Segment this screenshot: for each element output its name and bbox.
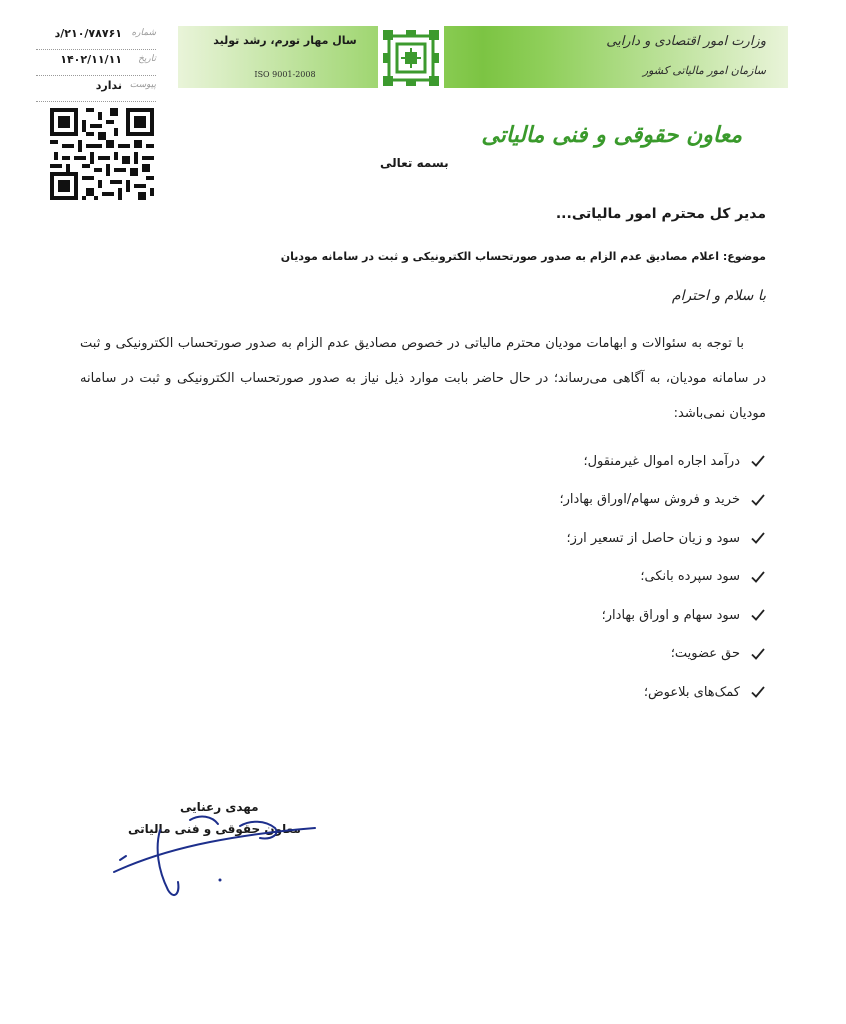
date-value: ۱۴۰۲/۱۱/۱۱	[60, 53, 122, 66]
list-item	[366, 673, 766, 712]
greeting: با سلام و احترام	[671, 288, 766, 304]
check-icon	[750, 530, 766, 546]
letterhead-band	[178, 26, 788, 88]
organization-emblem-icon	[378, 26, 444, 90]
list-item-text: کمک‌های بلاعوض؛	[643, 684, 740, 700]
letter-meta	[36, 24, 156, 102]
list-item	[366, 635, 766, 674]
signatory-title: معاون حقوقی و فنی مالیاتی	[128, 822, 301, 836]
department-heading: معاون حقوقی و فنی مالیاتی	[481, 122, 742, 148]
check-icon	[750, 646, 766, 662]
list-item-text: سود سپرده بانکی؛	[640, 569, 740, 585]
signatory-name: مهدی رعنایی	[180, 800, 259, 814]
list-item	[366, 442, 766, 481]
basmala: بسمه تعالی	[380, 156, 449, 170]
meta-date-row	[36, 50, 156, 76]
recipient: مدیر کل محترم امور مالیاتی...	[555, 206, 766, 222]
check-icon	[750, 569, 766, 585]
exemption-list	[366, 442, 766, 712]
organization-name: سازمان امور مالیاتی کشور	[642, 64, 766, 77]
ministry-name: وزارت امور اقتصادی و دارایی	[606, 34, 766, 49]
check-icon	[750, 684, 766, 700]
attachment-value: ندارد	[95, 79, 122, 92]
subject-line: موضوع: اعلام مصادیق عدم الزام به صدور صورتحساب الکترونیکی و ثبت در سامانه مودیان	[280, 250, 766, 263]
list-item	[366, 519, 766, 558]
list-item	[366, 481, 766, 520]
meta-attachment-row	[36, 76, 156, 102]
attachment-label: پیوست	[129, 80, 156, 90]
check-icon	[750, 492, 766, 508]
qr-code-icon	[50, 108, 154, 200]
body-paragraph: با توجه به سئوالات و ابهامات مودیان محترم مالیاتی در خصوص مصادیق عدم الزام به صدور صورتحساب الکترونیکی و ثبت در سامانه مودیان، به آگاهی می‌رساند؛ در حال حاضر بابت موارد ذیل نیاز به صدور صورتحساب الکترونیکی و ثبت در سامانه مودیان نمی‌باشد:	[80, 336, 766, 421]
list-item	[366, 596, 766, 635]
date-label: تاریخ	[138, 54, 156, 64]
meta-number-row	[36, 24, 156, 50]
list-item-text: سود سهام و اوراق بهادار؛	[601, 607, 740, 623]
list-item-text: سود و زیان حاصل از تسعیر ارز؛	[566, 530, 740, 546]
number-label: شماره	[131, 28, 156, 38]
number-value: ۲۱۰/۷۸۷۶۱/د	[54, 27, 122, 40]
list-item-text: درآمد اجاره اموال غیرمنقول؛	[583, 453, 740, 469]
iso-certificate: ISO 9001-2008	[254, 70, 316, 79]
check-icon	[750, 453, 766, 469]
list-item	[366, 558, 766, 597]
list-item-text: خرید و فروش سهام/اوراق بهادار؛	[559, 492, 740, 508]
list-item-text: حق عضویت؛	[670, 646, 740, 662]
year-slogan: سال مهار تورم، رشد تولید	[213, 34, 357, 47]
check-icon	[750, 607, 766, 623]
